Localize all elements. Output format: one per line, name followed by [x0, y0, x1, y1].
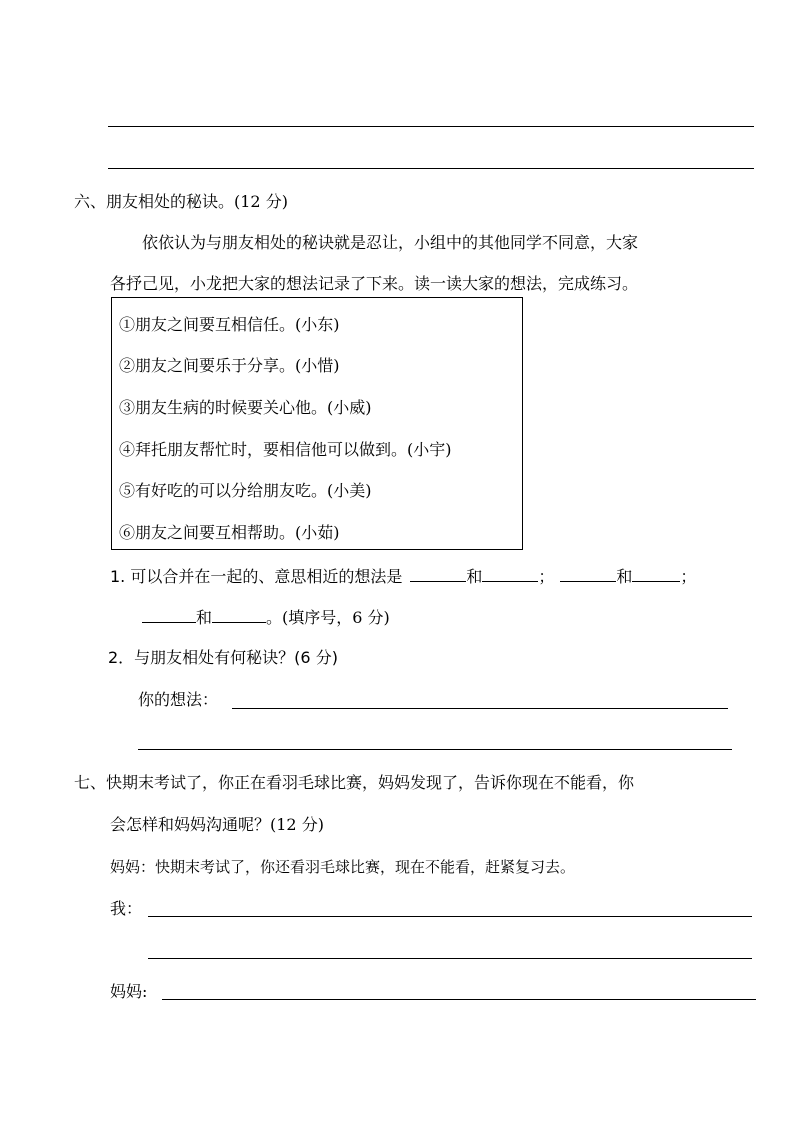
answer-label-your-idea: 你的想法：: [138, 690, 219, 709]
mom-label: 妈妈:: [110, 982, 148, 1001]
answer-line[interactable]: [148, 916, 752, 917]
answer-blank[interactable]: [142, 606, 196, 623]
semicolon: ；: [680, 567, 697, 586]
answer-line: [108, 126, 754, 127]
section-6-intro-line-2: 各抒己见，小龙把大家的想法记录了下来。读一读大家的想法，完成练习。: [110, 274, 639, 293]
and-word: 和: [466, 567, 483, 586]
answer-line[interactable]: [162, 999, 756, 1000]
answer-line[interactable]: [148, 958, 752, 959]
idea-item: ⑤有好吃的可以分给朋友吃。(小美): [119, 481, 372, 500]
question-1-note: 。(填序号，6 分): [266, 608, 390, 627]
answer-blank[interactable]: [410, 565, 466, 582]
idea-item: ④拜托朋友帮忙时，要相信他可以做到。(小宇): [119, 440, 452, 459]
idea-item: ①朋友之间要互相信任。(小东): [119, 315, 340, 334]
section-6-heading: 六、朋友相处的秘诀。(12 分): [74, 192, 288, 211]
section-6-intro-line-1: 依依认为与朋友相处的秘诀就是忍让，小组中的其他同学不同意，大家: [142, 233, 639, 252]
semicolon: ；: [538, 567, 555, 586]
question-1-continued: [142, 606, 390, 628]
question-2: 2．与朋友相处有何秘诀？(6 分): [108, 648, 338, 667]
section-7-heading-line-2: 会怎样和妈妈沟通呢？(12 分): [110, 815, 324, 834]
answer-blank[interactable]: [632, 565, 680, 582]
answer-line: [108, 168, 754, 169]
me-label: 我：: [110, 899, 143, 918]
answer-line[interactable]: [232, 708, 728, 709]
mom-dialogue: 妈妈：快期末考试了，你还看羽毛球比赛，现在不能看，赶紧复习去。: [110, 858, 576, 876]
answer-blank[interactable]: [560, 565, 616, 582]
idea-item: ②朋友之间要乐于分享。(小惜): [119, 356, 340, 375]
answer-blank[interactable]: [212, 606, 266, 623]
answer-line[interactable]: [138, 749, 732, 750]
answer-blank[interactable]: [482, 565, 538, 582]
question-1: [110, 565, 696, 587]
question-1-prefix: 1. 可以合并在一起的、意思相近的想法是: [110, 567, 403, 586]
and-word: 和: [616, 567, 633, 586]
section-7-heading-line-1: 七、快期末考试了，你正在看羽毛球比赛，妈妈发现了，告诉你现在不能看，你: [74, 773, 635, 792]
idea-item: ③朋友生病的时候要关心他。(小威): [119, 398, 372, 417]
and-word: 和: [196, 608, 213, 627]
idea-item: ⑥朋友之间要互相帮助。(小茹): [119, 523, 340, 542]
